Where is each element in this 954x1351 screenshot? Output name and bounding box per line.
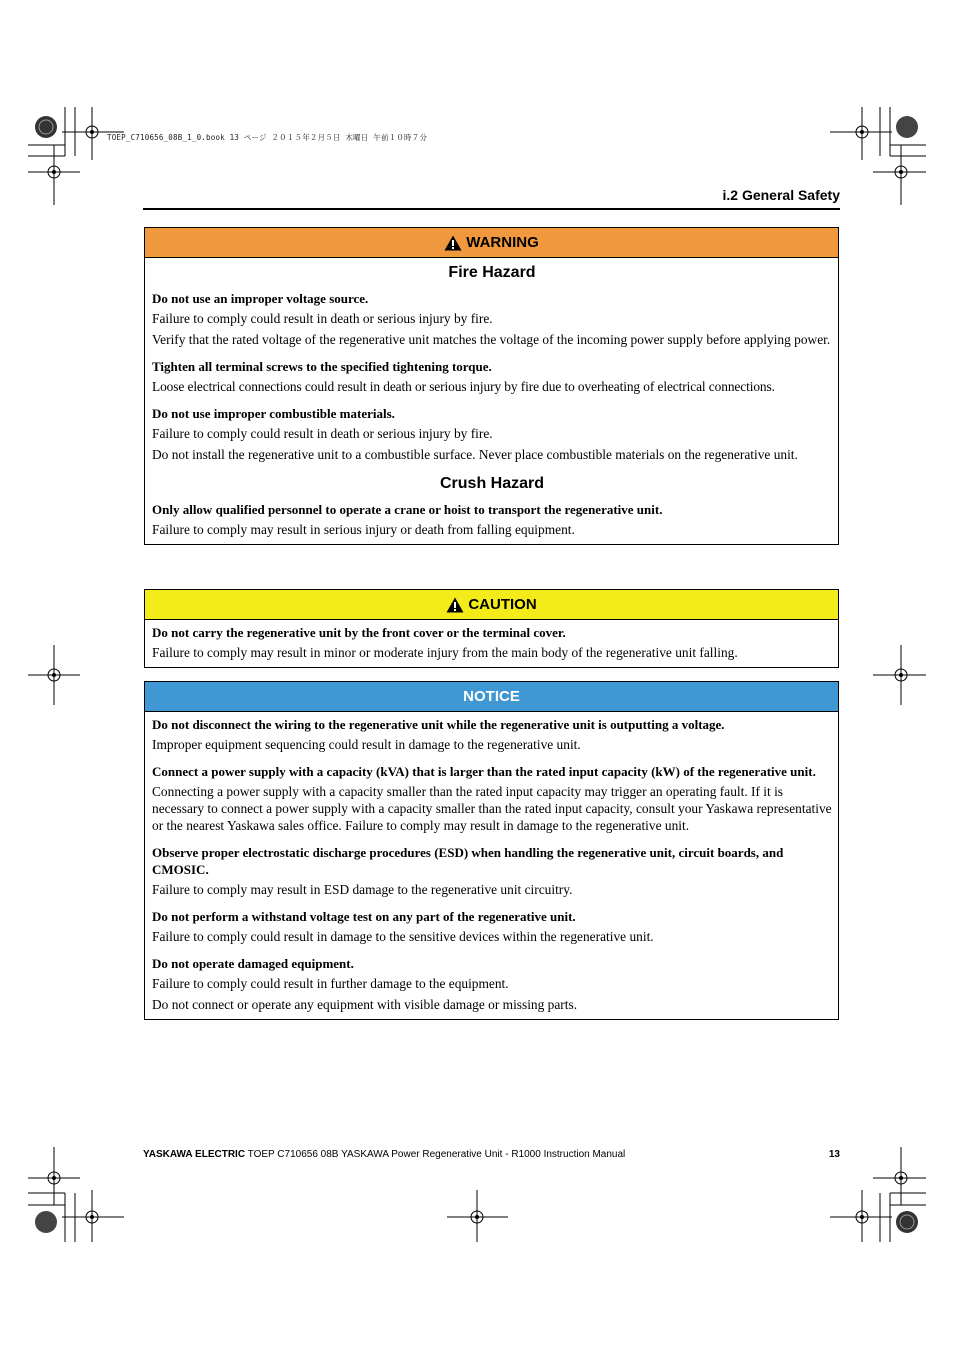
notice-item-bold: Observe proper electrostatic discharge procedures (ESD) when handling the regenerative unit, circuit boards, and CMOSIC. [152,845,784,877]
fire-hazard-title: Fire Hazard [448,264,536,281]
caution-bar [145,590,838,620]
warning-item-text: Loose electrical connections could result in death or serious injury by fire due to overheating of electrical connections. [152,379,775,394]
warning-item-text: Failure to comply may result in serious injury or death from falling equipment. [152,522,575,537]
notice-item-bold: Do not disconnect the wiring to the regenerative unit while the regenerative unit is outputting a voltage. [152,717,725,732]
page-number: 13 [828,1149,840,1160]
warning-box [144,227,839,545]
warning-item-text: Do not install the regenerative unit to a combustible surface. Never place combustible materials on the regenerative unit. [152,447,798,462]
notice-box [144,681,839,1020]
notice-bar [145,682,838,712]
warning-bar [145,228,838,258]
notice-label: NOTICE [463,688,520,705]
caution-item-text: Failure to comply may result in minor or moderate injury from the main body of the regenerative unit falling. [152,645,738,660]
notice-item-text: Connecting a power supply with a capacity smaller than the rated input capacity may trigger an operating fault. If it is necessary to connect a power supply with a capacity smaller than the rated input capacity, consult your Yaskawa representative or the nearest Yaskawa sales office. Failure to comply may result in damage to the regenerative unit. [152,784,832,833]
notice-item-text: Do not connect or operate any equipment with visible damage or missing parts. [152,997,578,1012]
header-rule [143,208,840,210]
warning-item-bold: Do not use an improper voltage source. [152,291,369,306]
print-info: TOEP_C710656_08B_1_0.book 13 ページ ２０１５年２月５日 木曜日 午前１０時７分 [107,133,428,142]
warning-triangle-icon [446,597,464,613]
notice-item-text: Improper equipment sequencing could result in damage to the regenerative unit. [152,737,581,752]
footer-doc: TOEP C710656 08B YASKAWA Power Regenerative Unit - R1000 Instruction Manual [245,1149,626,1160]
caution-label: CAUTION [468,596,537,613]
warning-item-bold: Do not use improper combustible materials. [152,406,395,421]
warning-item-bold: Only allow qualified personnel to operate a crane or hoist to transport the regenerative unit. [152,502,663,517]
crush-hazard-title: Crush Hazard [439,475,545,492]
notice-item-text: Failure to comply could result in damage to the sensitive devices within the regenerative unit. [152,929,654,944]
warning-item-text: Failure to comply could result in death or serious injury by fire. [152,311,493,326]
notice-item-text: Failure to comply may result in ESD damage to the regenerative unit circuitry. [152,882,573,897]
footer-company: YASKAWA ELECTRIC [143,1149,246,1160]
warning-label: WARNING [466,234,539,251]
warning-item-text: Failure to comply could result in death or serious injury by fire. [152,426,493,441]
notice-item-bold: Connect a power supply with a capacity (kVA) that is larger than the rated input capacity (kW) of the regenerative unit. [152,764,816,779]
warning-triangle-icon [444,235,462,251]
notice-item-text: Failure to comply could result in further damage to the equipment. [152,976,509,991]
caution-box [144,589,839,668]
notice-item-bold: Do not perform a withstand voltage test on any part of the regenerative unit. [152,909,576,924]
warning-item-bold: Tighten all terminal screws to the specified tightening torque. [152,359,492,374]
section-header: i.2 General Safety [722,187,840,203]
notice-item-bold: Do not operate damaged equipment. [152,956,354,971]
footer [143,1149,625,1160]
warning-item-text: Verify that the rated voltage of the regenerative unit matches the voltage of the incoming power supply before applying power. [152,332,831,347]
caution-item-bold: Do not carry the regenerative unit by the front cover or the terminal cover. [152,625,566,640]
